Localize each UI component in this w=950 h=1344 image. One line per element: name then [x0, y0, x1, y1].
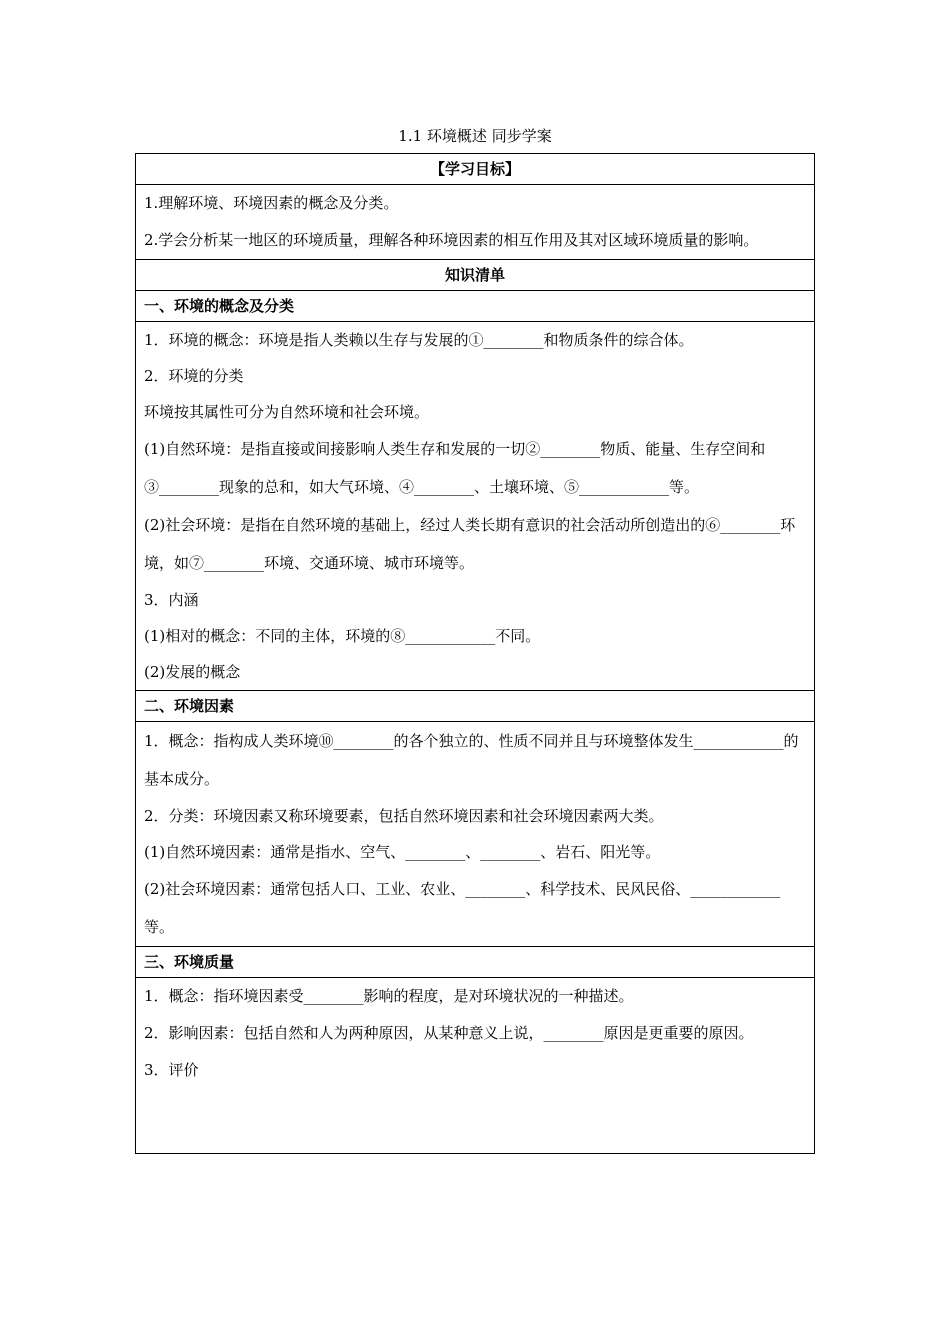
section-heading: 三、环境质量 — [136, 947, 815, 978]
body-line: 2．分类：环境因素又称环境要素，包括自然环境因素和社会环境因素两大类。 — [144, 807, 664, 825]
study-sheet-table — [135, 153, 815, 1154]
body-line: 3．内涵 — [144, 591, 199, 609]
body-line: (1)相对的概念：不同的主体，环境的⑧____________不同。 — [144, 627, 541, 645]
knowledge-header: 知识清单 — [136, 260, 815, 291]
body-line: (1)自然环境因素：通常是指水、空气、________、________、岩石、阳光等。 — [144, 843, 661, 861]
goal-item: 2.学会分析某一地区的环境质量，理解各种环境因素的相互作用及其对区域环境质量的影响。 — [144, 231, 759, 249]
body-line: 2．环境的分类 — [144, 367, 244, 385]
body-line: (2)社会环境：是指在自然环境的基础上，经过人类长期有意识的社会活动所创造出的⑥________环境，如⑦________环境、交通环境、城市环境等。 — [144, 516, 796, 572]
body-line: 2．影响因素：包括自然和人为两种原因，从某种意义上说，________原因是更重要的原因。 — [144, 1024, 754, 1042]
body-line: 1．概念：指构成人类环境⑩________的各个独立的、性质不同并且与环境整体发生____________的基本成分。 — [144, 732, 799, 788]
body-line: 1．概念：指环境因素受________影响的程度，是对环境状况的一种描述。 — [144, 987, 634, 1005]
goals-cell — [136, 185, 815, 260]
section-heading: 一、环境的概念及分类 — [136, 291, 815, 322]
section-body — [136, 722, 815, 947]
body-line: 1．环境的概念：环境是指人类赖以生存与发展的①________和物质条件的综合体。 — [144, 331, 694, 349]
body-line: (1)自然环境：是指直接或间接影响人类生存和发展的一切②________物质、能量、生存空间和③________现象的总和，如大气环境、④________、土壤环境、⑤____________等。 — [144, 440, 766, 496]
section-body — [136, 322, 815, 691]
goal-item: 1.理解环境、环境因素的概念及分类。 — [144, 194, 399, 212]
section-heading: 二、环境因素 — [136, 691, 815, 722]
body-line: 环境按其属性可分为自然环境和社会环境。 — [144, 403, 430, 421]
body-line: (2)发展的概念 — [144, 663, 241, 681]
section-body — [136, 978, 815, 1154]
document-title: 1.1 环境概述 同步学案 — [398, 127, 552, 145]
body-line: 3．评价 — [144, 1061, 199, 1079]
goals-header: 【学习目标】 — [136, 154, 815, 185]
body-line: (2)社会环境因素：通常包括人口、工业、农业、________、科学技术、民风民俗、____________等。 — [144, 880, 781, 936]
